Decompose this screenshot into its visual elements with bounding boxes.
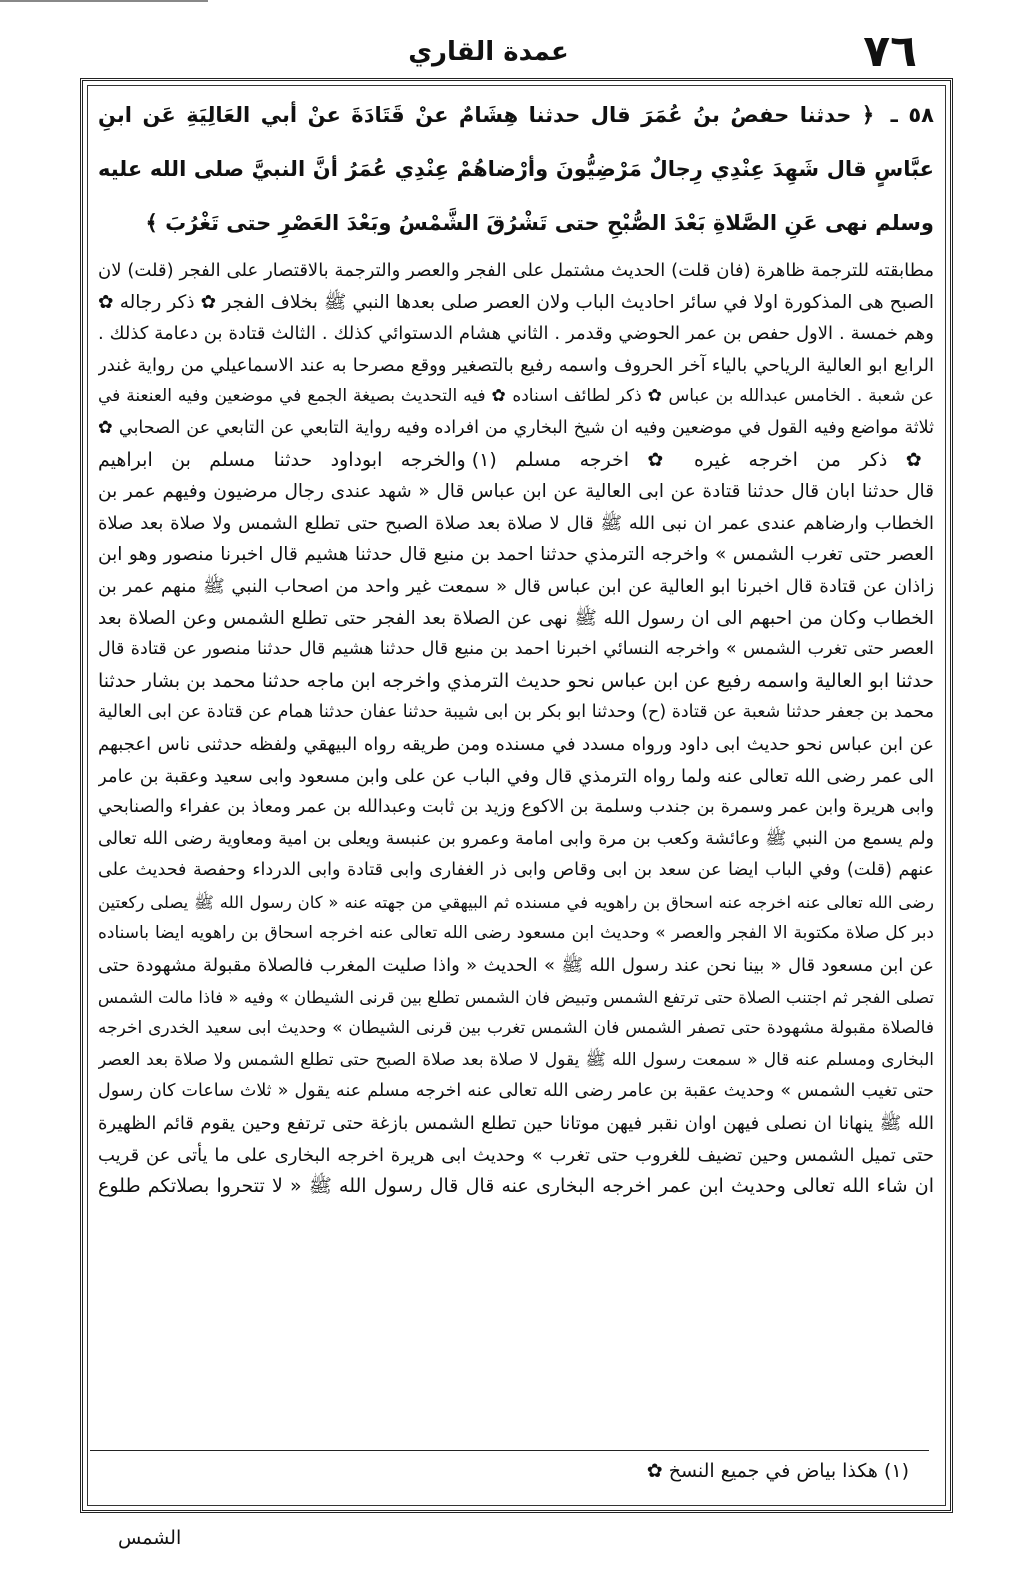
commentary-line: الخطاب وكان من احبهم الى ان رسول الله ﷺ نهى عن الصلاة بعد الفجر حتى تطلع الشمس وعن الصلاة بعد — [98, 607, 934, 629]
commentary-line: وهم خمسة . الاول حفص بن عمر الحوضي وقدمر . الثاني هشام الدستوائي كذلك . الثالث قتادة بن دعامة كذلك . — [98, 323, 934, 345]
commentary-line: فالصلاة مقبولة مشهودة حتى تصفر الشمس فان الشمس تغرب بين قرنى الشيطان » وحديث ابى سعيد الخدرى اخرجه — [98, 1018, 934, 1039]
commentary-line: محمد بن جعفر حدثنا شعبة عن قتادة (ح) وحدثنا ابو بكر بن ابى شيبة حدثنا عفان حدثنا همام عن قتادة عن ابى العالية — [98, 702, 934, 723]
commentary — [98, 255, 934, 1203]
commentary-line: الى عمر رضى الله تعالى عنه ولما رواه الترمذي قال وفي الباب عن على وابن مسعود وابى سعيد وعقبة بن عامر — [98, 765, 934, 787]
commentary-line: رضى الله تعالى عنه اخرجه عنه اسحاق بن راهويه في مسنده ثم البيهقي من جهته عنه « كان رسول الله ﷺ يصلى ركعتين — [98, 892, 934, 912]
page-header — [60, 28, 917, 76]
commentary-line: البخارى ومسلم عنه قال « سمعت رسول الله ﷺ يقول لا صلاة بعد صلاة الصبح حتى تطلع الشمس ولا صلاة بعد العصر — [98, 1049, 934, 1070]
commentary-line: الله ﷺ ينهانا ان نصلى فيهن اوان نقبر فيهن موتانا حين تطلع الشمس بازغة حتى ترتفع وحين يقوم قائم الظهيرة — [98, 1113, 934, 1135]
commentary-line: زاذان عن قتادة قال اخبرنا ابو العالية عن ابن عباس قال « سمعت غير واحد من اصحاب النبي ﷺ منهم عمر بن — [98, 575, 934, 597]
hadith-number: ٥٨ ـ — [890, 103, 934, 127]
hadith-text — [98, 88, 934, 250]
commentary-line: ✿ ذكر من اخرجه غيره ✿ اخرجه مسلم (١) والخرجه ابوداود حدثنا مسلم بن ابراهيم — [98, 448, 934, 471]
commentary-line: عن شعبة . الخامس عبدالله بن عباس ✿ ذكر لطائف اسناده ✿ فيه التحديث بصيغة الجمع في موضعين وفيه العنعنة في — [98, 386, 934, 407]
hadith-body: ﴿ حدثنا حفصُ بنُ عُمَرَ قال حدثنا هِشَامٌ عنْ قَتَادَةَ عنْ أبي العَالِيَةِ عَن ابنِ عبَّاسٍ قال شَهِدَ عِنْدِي رِجالٌ مَرْضِيُّونَ وأرْضاهُمْ عِنْدِي عُمَرُ أنَّ النبيَّ صلى الله عليه وسلم نهى عَنِ الصَّلاةِ بَعْدَ الصُّبْحِ حتى تَشْرُقَ الشَّمْسُ وبَعْدَ العَصْرِ حتى تَغْرُبَ ﴾ — [98, 103, 934, 235]
page-number: ٧٦ — [863, 26, 917, 77]
footnote-rule — [90, 1450, 929, 1451]
commentary-line: تصلى الفجر ثم اجتنب الصلاة حتى ترتفع الشمس وتبيض فان الشمس تطلع بين قرنى الشيطان » وفيه « فاذا مالت الشمس — [98, 987, 934, 1007]
commentary-line: العصر حتى تغرب الشمس » واخرجه الترمذي حدثنا احمد بن منيع قال حدثنا هشيم قال اخبرنا منصور وهو ابن — [98, 544, 934, 566]
catchword: الشمس — [118, 1527, 182, 1549]
commentary-line: الرابع ابو العالية الرياحي بالياء آخر الحروف واسمه رفيع بالتصغير ووقع مصرحا به عند الاسماعيلي من رواية غندر — [98, 354, 934, 376]
commentary-line: حتى تميل الشمس وحين تضيف للغروب حتى تغرب » وحديث ابى هريرة اخرجه البخارى على ما يأتى عن قريب — [98, 1144, 934, 1166]
commentary-line: عن ابن عباس نحو حديث ابى داود ورواه مسدد في مسنده ومن طريقه رواه البيهقي ولفظه حدثنى ناس اعجبهم — [98, 733, 934, 755]
top-edge-rule — [0, 0, 208, 2]
commentary-line: العصر حتى تغرب الشمس » واخرجه النسائي اخبرنا احمد بن منيع قال حدثنا هشيم قال حدثنا منصور عن قتادة قال — [98, 639, 934, 660]
commentary-line: عن ابن مسعود قال « بينا نحن عند رسول الله ﷺ » الحديث « واذا صليت المغرب فالصلاة مقبولة مشهودة حتى — [98, 955, 934, 977]
commentary-line: ثلاثة مواضع وفيه القول في موضعين وفيه ان شيخ البخاري من افراده وفيه رواية التابعي عن التابعي عن الصحابي ✿ — [98, 417, 934, 438]
commentary-line: مطابقته للترجمة ظاهرة (فان قلت) الحديث مشتمل على الفجر والعصر والترجمة بالاقتصار على الفجر (قلت) لان — [98, 260, 934, 281]
commentary-line: الخطاب وارضاهم عندى عمر ان نبى الله ﷺ قال لا صلاة بعد صلاة الصبح حتى تطلع الشمس ولا صلاة بعد صلاة — [98, 512, 934, 534]
commentary-line: عنهم (قلت) وفي الباب ايضا عن سعد بن ابى وقاص وابى ذر الغفارى وابى قتادة وابى الدرداء وحفصة فحديث على — [98, 860, 934, 881]
commentary-line: قال حدثنا ابان قال حدثنا قتادة عن ابى العالية عن ابن عباس قال « شهد عندى رجال مرضيون وفيهم عمر بن — [98, 481, 934, 503]
commentary-line: وابى هريرة وابن عمر وسمرة بن جندب وسلمة بن الاكوع وزيد بن ثابت وعبدالله بن عمر ومعاذ بن عفراء والصنابحي — [98, 797, 934, 818]
commentary-line: حتى تغيب الشمس » وحديث عقبة بن عامر رضى الله تعالى عنه اخرجه مسلم عنه يقول « ثلاث ساعات كان رسول — [98, 1081, 934, 1102]
commentary-line: حدثنا ابو العالية واسمه رفيع عن ابن عباس نحو حديث الترمذي واخرجه ابن ماجه حدثنا محمد بن بشار حدثنا — [98, 669, 934, 692]
commentary-line: الصبح هى المذكورة اولا في سائر احاديث الباب ولان العصر صلى بعدها النبي ﷺ بخلاف الفجر ✿ ذكر رجاله ✿ — [98, 291, 934, 313]
commentary-line: ان شاء الله تعالى وحديث ابن عمر اخرجه البخارى عنه قال قال رسول الله ﷺ « لا تتحروا بصلاتكم طلوع — [98, 1175, 934, 1198]
commentary-line: دبر كل صلاة مكتوبة الا الفجر والعصر » وحديث ابن مسعود رضى الله تعالى عنه اخرجه اسحاق بن راهويه ايضا باسناده — [98, 923, 934, 944]
footnote: (١) هكذا بياض في جميع النسخ ✿ — [646, 1460, 909, 1482]
commentary-line: ولم يسمع من النبي ﷺ وعائشة وكعب بن مرة وابى امامة وعمرو بن عنبسة ويعلى بن امية ومعاوية رضى الله تعالى — [98, 828, 934, 849]
running-title: عمدة القاري — [408, 37, 569, 67]
